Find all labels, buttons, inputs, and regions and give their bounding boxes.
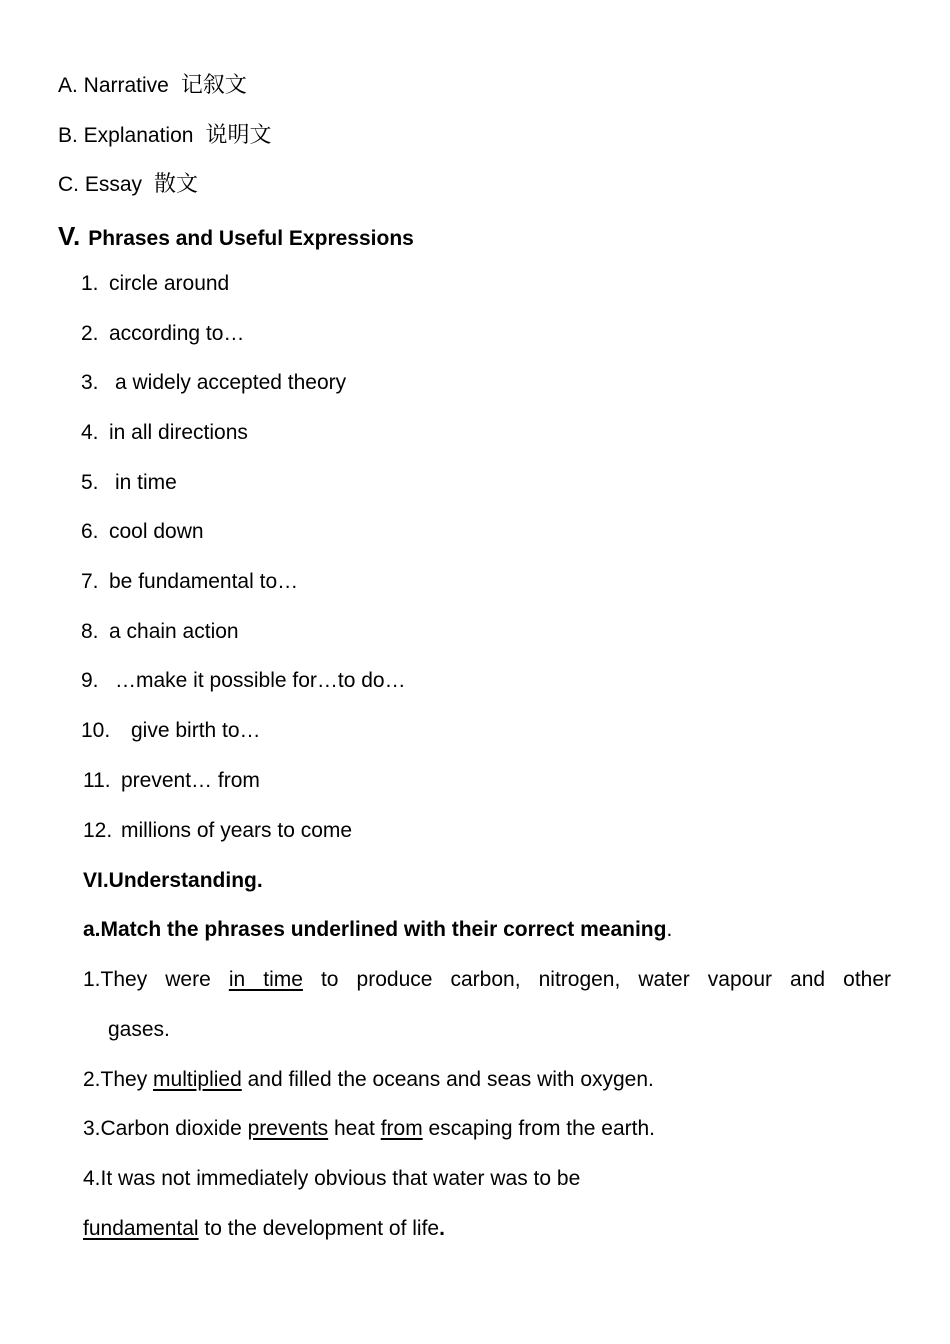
- sentence-1-rest: to produce carbon, nitrogen, water vapour and other: [302, 968, 892, 991]
- phrase-text: in all directions: [109, 421, 248, 444]
- phrase-item: [83, 767, 260, 795]
- sentence-4-period: .: [439, 1217, 445, 1240]
- option-a-chinese: 记叙文: [180, 73, 247, 98]
- option-b-label: B. Explanation: [58, 124, 194, 147]
- phrase-item: [81, 667, 406, 695]
- section-v-heading: [58, 222, 414, 253]
- phrase-number: 2.: [81, 322, 99, 345]
- option-c: [58, 171, 198, 199]
- phrase-text: circle around: [109, 272, 230, 295]
- option-c-label: C. Essay: [58, 173, 143, 196]
- phrase-item: [81, 270, 229, 298]
- underlined-phrase: fundamental: [83, 1217, 199, 1240]
- phrase-number: 7.: [81, 570, 99, 593]
- sentence-4: 4.It was not immediately obvious that water was to be: [83, 1167, 581, 1190]
- phrase-item: [81, 419, 248, 447]
- sentence-4-continuation: [83, 1215, 445, 1243]
- phrase-text: millions of years to come: [121, 819, 353, 842]
- section-v-numeral: V.: [58, 221, 81, 251]
- phrase-text: in time: [115, 471, 177, 494]
- section-vi-instruction-period: .: [666, 918, 673, 941]
- phrase-text: be fundamental to…: [109, 570, 299, 593]
- underlined-phrase: from: [380, 1117, 423, 1140]
- sentence-1-start: 1.They were: [83, 968, 229, 991]
- phrase-number: 4.: [81, 421, 99, 444]
- option-a: [58, 72, 247, 100]
- underlined-phrase: multiplied: [153, 1068, 242, 1091]
- sentence-1-continuation: gases.: [108, 1018, 170, 1041]
- phrase-text: …make it possible for…to do…: [115, 669, 406, 692]
- phrase-text: give birth to…: [131, 719, 261, 742]
- sentence-3-start: 3.Carbon dioxide: [83, 1117, 248, 1140]
- phrase-number: 8.: [81, 620, 99, 643]
- phrase-item: [81, 518, 204, 546]
- phrase-number: 11.: [83, 769, 111, 792]
- section-v-title: Phrases and Useful Expressions: [88, 227, 414, 250]
- option-c-chinese: 散文: [154, 172, 199, 197]
- phrase-item: [83, 817, 352, 845]
- option-b: [58, 122, 271, 150]
- option-a-label: A. Narrative: [58, 74, 169, 97]
- section-vi-title: VI.Understanding.: [83, 869, 263, 892]
- phrase-text: cool down: [109, 520, 204, 543]
- phrase-number: 10.: [81, 719, 111, 742]
- phrase-item: [81, 369, 346, 397]
- phrase-number: 6.: [81, 520, 99, 543]
- sentence-3-mid: heat: [328, 1117, 381, 1140]
- section-vi-subtitle: [83, 916, 672, 944]
- sentence-2-start: 2.They: [83, 1068, 154, 1091]
- sentence-2: [83, 1066, 654, 1094]
- section-vi-instruction: a.Match the phrases underlined with their correct meaning: [83, 918, 667, 941]
- phrase-number: 12.: [83, 819, 113, 842]
- phrase-item: [81, 568, 298, 596]
- sentence-1: [83, 966, 891, 994]
- option-b-chinese: 说明文: [205, 123, 272, 148]
- sentence-3-rest: escaping from the earth.: [422, 1117, 655, 1140]
- sentence-3: [83, 1115, 655, 1143]
- phrase-number: 1.: [81, 272, 99, 295]
- phrase-item: [81, 320, 244, 348]
- phrase-text: prevent… from: [121, 769, 260, 792]
- phrase-item: [81, 717, 261, 745]
- phrase-text: according to…: [109, 322, 245, 345]
- phrase-item: [81, 469, 177, 497]
- phrase-number: 9.: [81, 669, 99, 692]
- phrase-text: a chain action: [109, 620, 239, 643]
- underlined-phrase: prevents: [247, 1117, 329, 1140]
- sentence-4-rest: to the development of life: [198, 1217, 440, 1240]
- phrase-number: 3.: [81, 371, 99, 394]
- underlined-phrase: in time: [228, 968, 303, 991]
- sentence-2-rest: and filled the oceans and seas with oxygen.: [241, 1068, 654, 1091]
- phrase-item: [81, 618, 239, 646]
- phrase-number: 5.: [81, 471, 99, 494]
- phrase-text: a widely accepted theory: [115, 371, 347, 394]
